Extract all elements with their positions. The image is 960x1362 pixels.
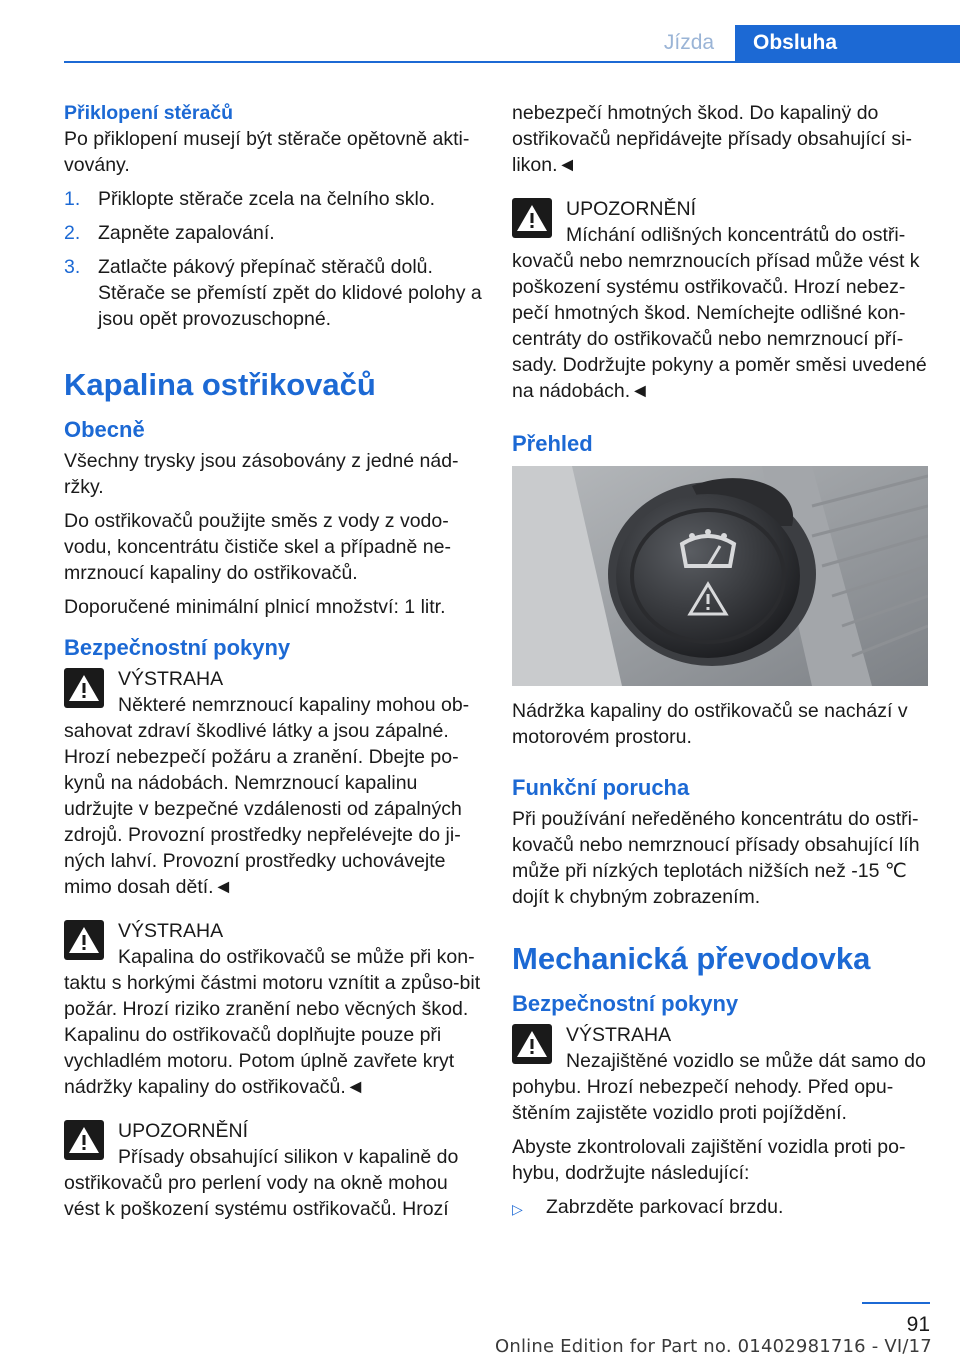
paragraph: Při používání neředěného koncentrátu do ostři-kovačů nebo nemrznoucí přísady obsahující líh může při nízkých teplotách nižších než -15 ℃ dojít k chybným zobrazením. bbox=[512, 808, 920, 908]
paragraph: Do ostřikovačů použijte směs z vody z vodo-vodu, koncentrátu čističe skel a případně ne-mrznoucí kapaliny do ostřikovačů. bbox=[64, 510, 451, 584]
section-title-obecne: Obecně bbox=[64, 417, 145, 442]
header-rule bbox=[64, 61, 960, 63]
paragraph: Všechny trysky jsou zásobovány z jedné nád-ržky. bbox=[64, 450, 459, 498]
warning-block bbox=[64, 666, 484, 900]
warning-text: sahovat zdraví škodlivé látky a jsou zápalné. Hrozí nebezpečí požáru a zranění. Dbejte po-kynů na nádobách. Nemrznoucí kapalinu udržujte v bezpečné vzdálenosti od zápalných zdrojů. Provozní prostředky nepřelévejte do ji-ných lahví. Provozní prostředky uchovávejte mimo dosah dětí.◄ bbox=[64, 720, 462, 898]
section-title-prehled: Přehled bbox=[512, 431, 593, 456]
warning-text: Některé nemrznoucí kapaliny mohou ob- bbox=[118, 694, 470, 716]
step-number: 1. bbox=[64, 188, 81, 210]
left-column bbox=[64, 100, 484, 1230]
warning-triangle-icon bbox=[64, 1120, 104, 1160]
warning-block bbox=[512, 1022, 930, 1126]
step-number: 3. bbox=[64, 256, 81, 278]
step-text: Zapněte zapalování. bbox=[98, 222, 275, 244]
page-number: 91 bbox=[906, 1313, 930, 1336]
list-item bbox=[64, 220, 484, 246]
list-item bbox=[64, 186, 484, 212]
notice-text: Míchání odlišných koncentrátů do ostři- bbox=[566, 224, 906, 246]
step-number: 2. bbox=[64, 222, 81, 244]
warning-block bbox=[64, 918, 484, 1100]
step-text: Zatlačte pákový přepínač stěračů dolů. Stěrače se přemístí zpět do klidové polohy a jsou opět provozuschopné. bbox=[98, 256, 482, 330]
paragraph: Doporučené minimální plnicí množství: 1 litr. bbox=[64, 596, 446, 618]
section-title-priklopeni: Přiklopení stěračů bbox=[64, 102, 234, 124]
list-item bbox=[64, 254, 484, 332]
notice-text: kovačů nebo nemrznoucích přísad může vést k poškození systému ostřikovačů. Hrozí nebez-pečí hmotných škod. Nemíchejte odlišné kon-centráty do ostřikovačů nebo nemrznoucí pří-sady. Dodržujte pokyny a poměr směsi uvedené na nádobách.◄ bbox=[512, 250, 927, 402]
paragraph: Po přiklopení musejí být stěrače opětovně akti-vovány. bbox=[64, 128, 470, 176]
section-title-bezpecnostni: Bezpečnostní pokyny bbox=[64, 635, 291, 660]
bullet-triangle-icon: ▷ bbox=[512, 1201, 523, 1217]
section-title-bezpecnostni: Bezpečnostní pokyny bbox=[512, 991, 739, 1016]
bullet-text: Zabrzděte parkovací brzdu. bbox=[546, 1196, 784, 1218]
edition-footer: Online Edition for Part no. 01402981716 - VI/17 bbox=[495, 1336, 932, 1357]
warning-text: Nezajištěné vozidlo se může dát samo do bbox=[566, 1050, 926, 1072]
tab-jizda[interactable]: Jízda bbox=[645, 25, 733, 61]
warning-text: taktu s horkými částmi motoru vznítit a způso-bit požár. Hrozí riziko zranění nebo věcných škod. Kapalinu do ostřikovačů doplňujte pouze při vychladlém motoru. Potom úplně zavřete kryt nádržky kapaliny do ostřikovačů.◄ bbox=[64, 972, 481, 1098]
notice-text: ostřikovačů pro perlení vody na okně mohou vést k poškození systému ostřikovačů. Hrozí bbox=[64, 1172, 449, 1220]
warning-text: Kapalina do ostřikovačů se může při kon- bbox=[118, 946, 475, 968]
bullet-list bbox=[512, 1194, 930, 1222]
warning-triangle-icon bbox=[512, 198, 552, 238]
warning-label: VÝSTRAHA bbox=[566, 1024, 672, 1046]
notice-label: UPOZORNĚNÍ bbox=[118, 1120, 249, 1142]
notice-label: UPOZORNĚNÍ bbox=[566, 198, 697, 220]
right-column bbox=[512, 100, 930, 1222]
notice-block bbox=[512, 196, 930, 404]
notice-block bbox=[64, 1118, 484, 1222]
washer-reservoir-photo bbox=[512, 466, 928, 686]
chapter-title-kapalina: Kapalina ostřikovačů bbox=[64, 367, 376, 402]
warning-triangle-icon bbox=[512, 1024, 552, 1064]
warning-text: pohybu. Hrozí nebezpečí nehody. Před opu-štěním zajistěte vozidlo proti pojíždění. bbox=[512, 1076, 894, 1124]
paragraph: nebezpečí hmotných škod. Do kapalinÿ do ostřikovačů nepřidávejte přísady obsahující si-likon.◄ bbox=[512, 102, 912, 176]
paragraph: Abyste zkontrolovali zajištění vozidla proti po-hybu, dodržujte následující: bbox=[512, 1136, 906, 1184]
step-text: Přiklopte stěrače zcela na čelního sklo. bbox=[98, 188, 436, 210]
warning-triangle-icon bbox=[64, 920, 104, 960]
warning-label: VÝSTRAHA bbox=[118, 668, 224, 690]
section-title-porucha: Funkční porucha bbox=[512, 775, 690, 800]
footer-rule bbox=[862, 1302, 930, 1304]
warning-triangle-icon bbox=[64, 668, 104, 708]
list-item bbox=[512, 1194, 930, 1222]
warning-label: VÝSTRAHA bbox=[118, 920, 224, 942]
notice-text: Přísady obsahující silikon v kapalině do bbox=[118, 1146, 459, 1168]
tab-obsluha[interactable]: Obsluha bbox=[735, 25, 960, 61]
photo-caption: Nádržka kapaliny do ostřikovačů se nachází v motorovém prostoru. bbox=[512, 700, 908, 748]
steps-list bbox=[64, 186, 484, 332]
chapter-title-mechanicka: Mechanická převodovka bbox=[512, 941, 871, 976]
